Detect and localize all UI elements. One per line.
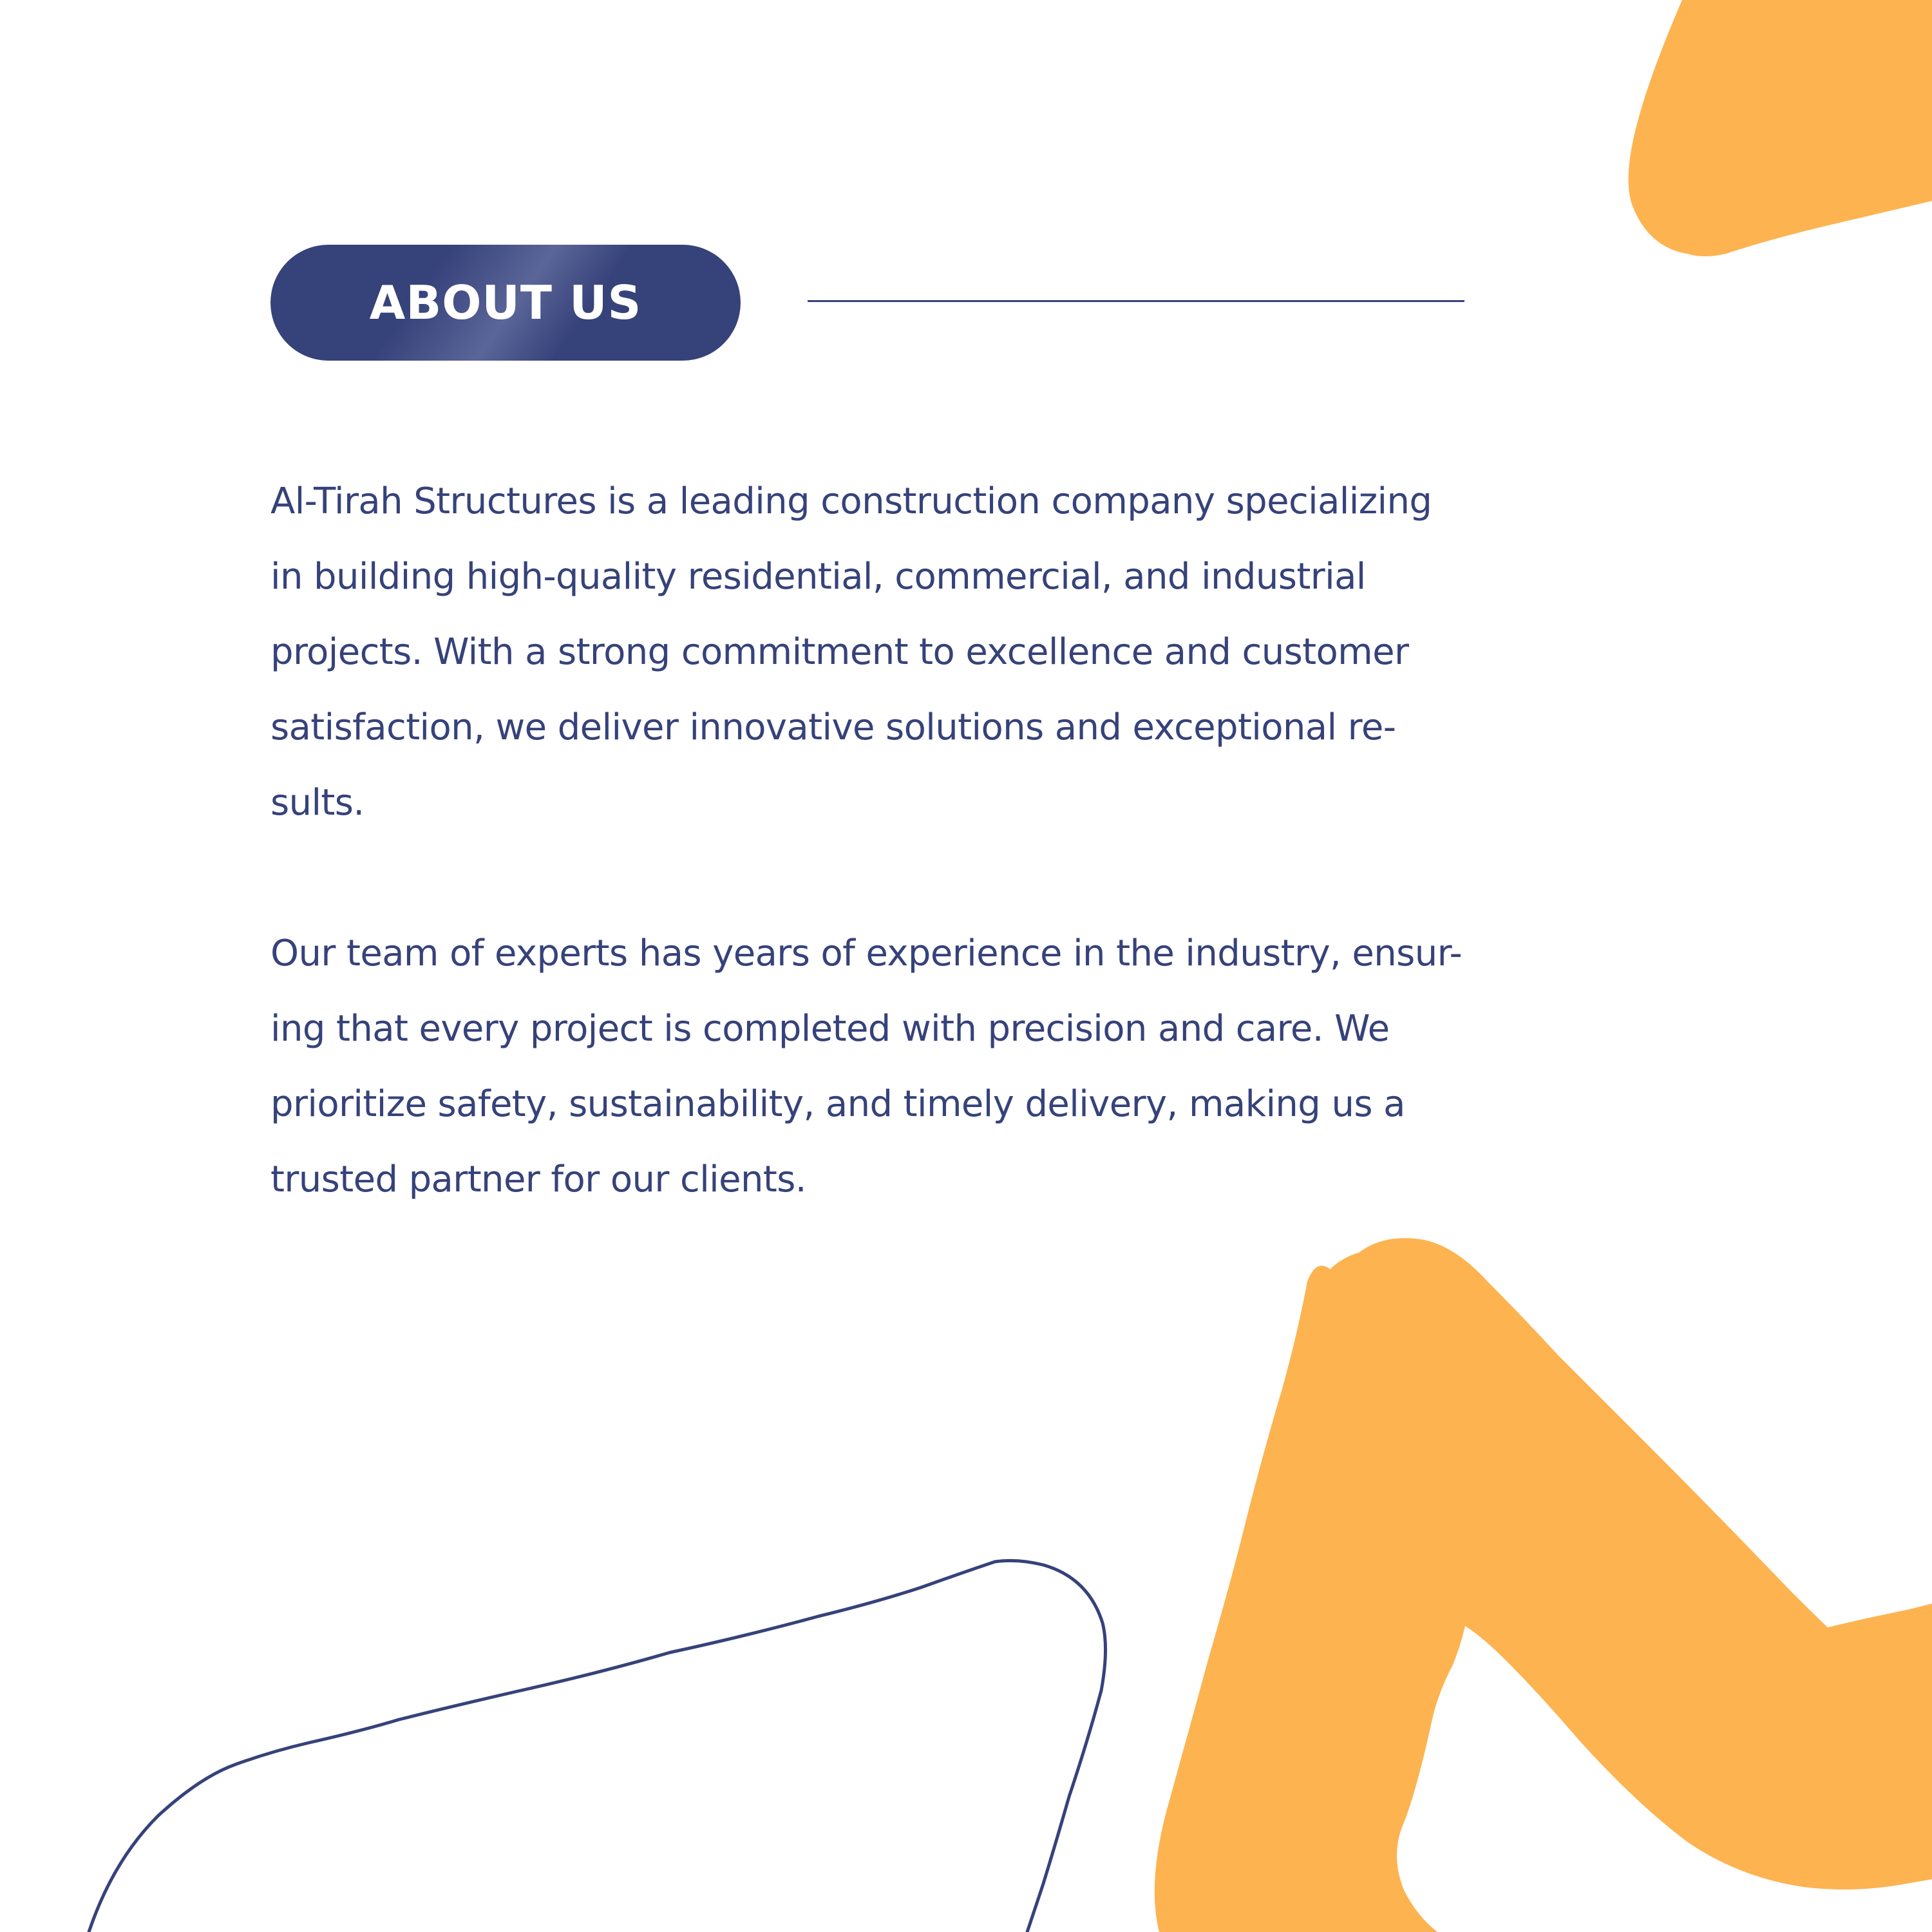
- orange-zigzag-shape: [1155, 1238, 1932, 1932]
- about-us-body: [270, 464, 1526, 1217]
- paragraph-company-intro: Al-Tirah Structures is a leading construction company specializing in building high-quality residential, commercial, and industrial projects. With a strong commitment to excellence and customer satisfaction, we deliver innovative solutions and exceptional re- sults.: [270, 480, 1432, 824]
- navy-outline-curve: [89, 1560, 1106, 1932]
- orange-blob-top-right: [1629, 0, 1932, 256]
- about-us-heading: ABOUT US: [369, 276, 642, 330]
- heading-divider-line: [808, 300, 1464, 302]
- paragraph-team-experience: Our team of experts has years of experience in the industry, ensur- ing that every project is completed with precision and care. We prioritize safety, sustainability, and timely delivery, making us a trusted partner for our clients.: [270, 933, 1463, 1200]
- about-us-heading-badge: [270, 245, 741, 361]
